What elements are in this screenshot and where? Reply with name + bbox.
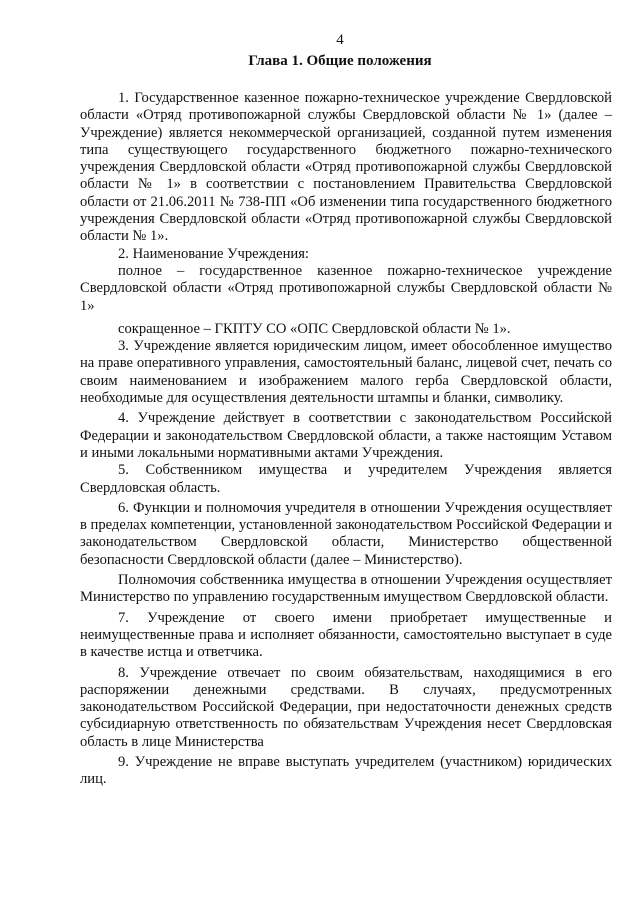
page-number: 4 [336,32,344,48]
paragraph-3: 3. Учреждение является юридическим лицом, имеет обособленное имущество на праве оперативного управления, самостоятельный баланс, лицевой счет, печать со своим наименованием и изображением малого герба Свердловской области, необходимые для осуществления деятельности штампы и бланки, символику. [80,338,612,407]
paragraph-short-name: сокращенное – ГКПТУ СО «ОПС Свердловской области № 1». [118,320,511,337]
paragraph-6-owner: Полномочия собственника имущества в отношении Учреждения осуществляет Министерство по управлению государственным имуществом Свердловской области. [80,572,612,606]
paragraph-6: 6. Функции и полномочия учредителя в отношении Учреждения осуществляет в пределах компетенции, установленной законодательством Российской Федерации и законодательством Свердловской области, Министерство общественной безопасности Свердловской области (далее – Министерство). [80,499,612,568]
paragraph-5: 5. Собственником имущества и учредителем Учреждения является Свердловская область. [80,462,612,496]
document-body [80,90,612,789]
paragraph-2: 2. Наименование Учреждения: [118,245,309,262]
paragraph-8: 8. Учреждение отвечает по своим обязательствам, находящимися в его распоряжении денежными средствами. В случаях, предусмотренных законодательством Российской Федерации, при недостаточности денежных средств субсидиарную ответственность по обязательствам Учреждения несет Свердловская область в лице Министерства [80,664,612,750]
paragraph-full-name: полное – государственное казенное пожарно-техническое учреждение Свердловской области «Отряд противопожарной службы Свердловской области № 1» [80,262,612,314]
chapter-title: Глава 1. Общие положения [248,53,432,69]
paragraph-9: 9. Учреждение не вправе выступать учредителем (участником) юридических лиц. [80,753,612,788]
paragraph-1: 1. Государственное казенное пожарно-техническое учреждение Свердловской области «Отряд противопожарной службы Свердловской области № 1» (далее – Учреждение) является некоммерческой организацией, созданной путем изменения типа существующего государственного бюджетного пожарно-технического учреждения Свердловской области «Отряд противопожарной службы Свердловской области № 1» в соответствии с постановлением Правительства Свердловской области от 21.06.2011 № 738-ПП «Об изменении типа государственного бюджетного учреждения Свердловской области «Отряд противопожарной службы Свердловской области № 1». [80,90,612,245]
paragraph-7: 7. Учреждение от своего имени приобретает имущественные и неимущественные права и исполняет обязанности, самостоятельно выступает в суде в качестве истца и ответчика. [80,609,612,661]
paragraph-4: 4. Учреждение действует в соответствии с законодательством Российской Федерации и законодательством Свердловской области, а также настоящим Уставом и иными локальными нормативными актами Учреждения. [80,410,612,461]
